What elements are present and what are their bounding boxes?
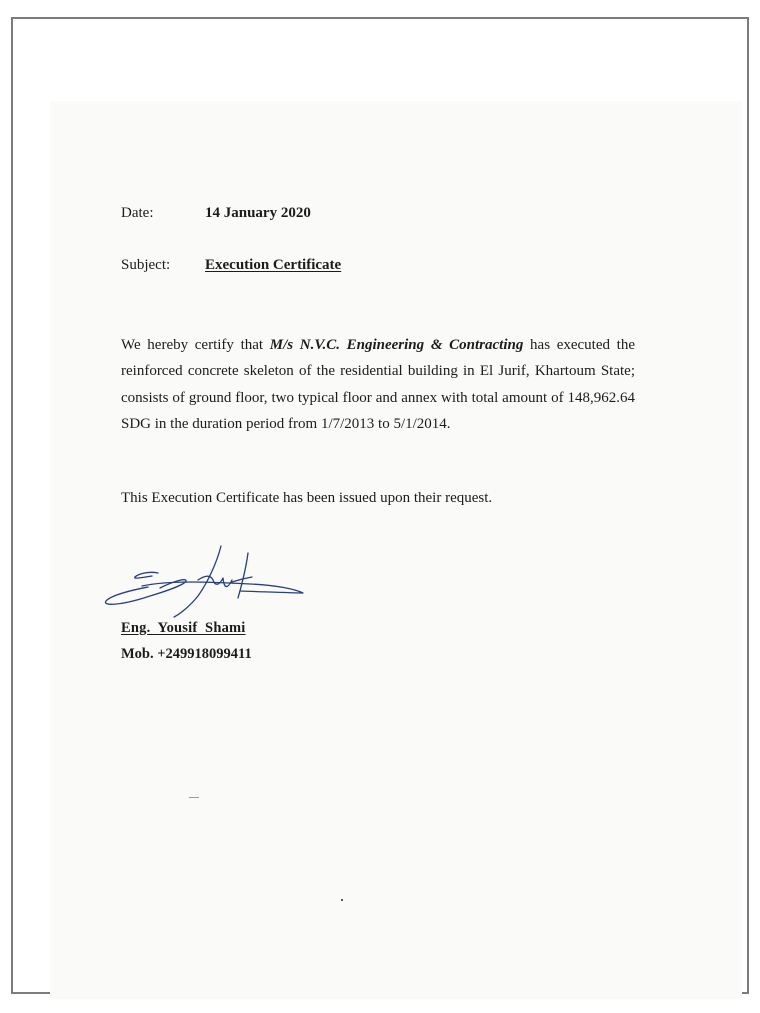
- subject-label: Subject:: [121, 257, 171, 273]
- body-intro: We hereby certify that: [121, 337, 270, 353]
- scan-speck: [189, 797, 199, 798]
- company-name: M/s N.V.C. Engineering & Contracting: [269, 337, 524, 353]
- subject-row: [121, 257, 341, 274]
- date-row: [121, 205, 311, 222]
- date-value: 14 January 2020: [205, 205, 311, 221]
- subject-value: Execution Certificate: [205, 257, 342, 273]
- signer-name: Eng. Yousif Shami: [121, 620, 246, 636]
- certificate-body: [121, 332, 635, 437]
- handwritten-signature: [100, 540, 310, 620]
- date-label: Date:: [121, 205, 154, 221]
- body-rest: has executed the reinforced concrete skeleton of the residential building in El Jurif, Khartoum State; consists of ground floor, two typical floor and annex with total amount of 148,962.64 SDG in the duration period from 1/7/2013 to 5/1/2014.: [121, 337, 636, 432]
- scan-speck: [341, 899, 343, 901]
- closing-statement: This Execution Certificate has been issued upon their request.: [121, 490, 493, 506]
- signer-phone: Mob. +249918099411: [121, 646, 252, 662]
